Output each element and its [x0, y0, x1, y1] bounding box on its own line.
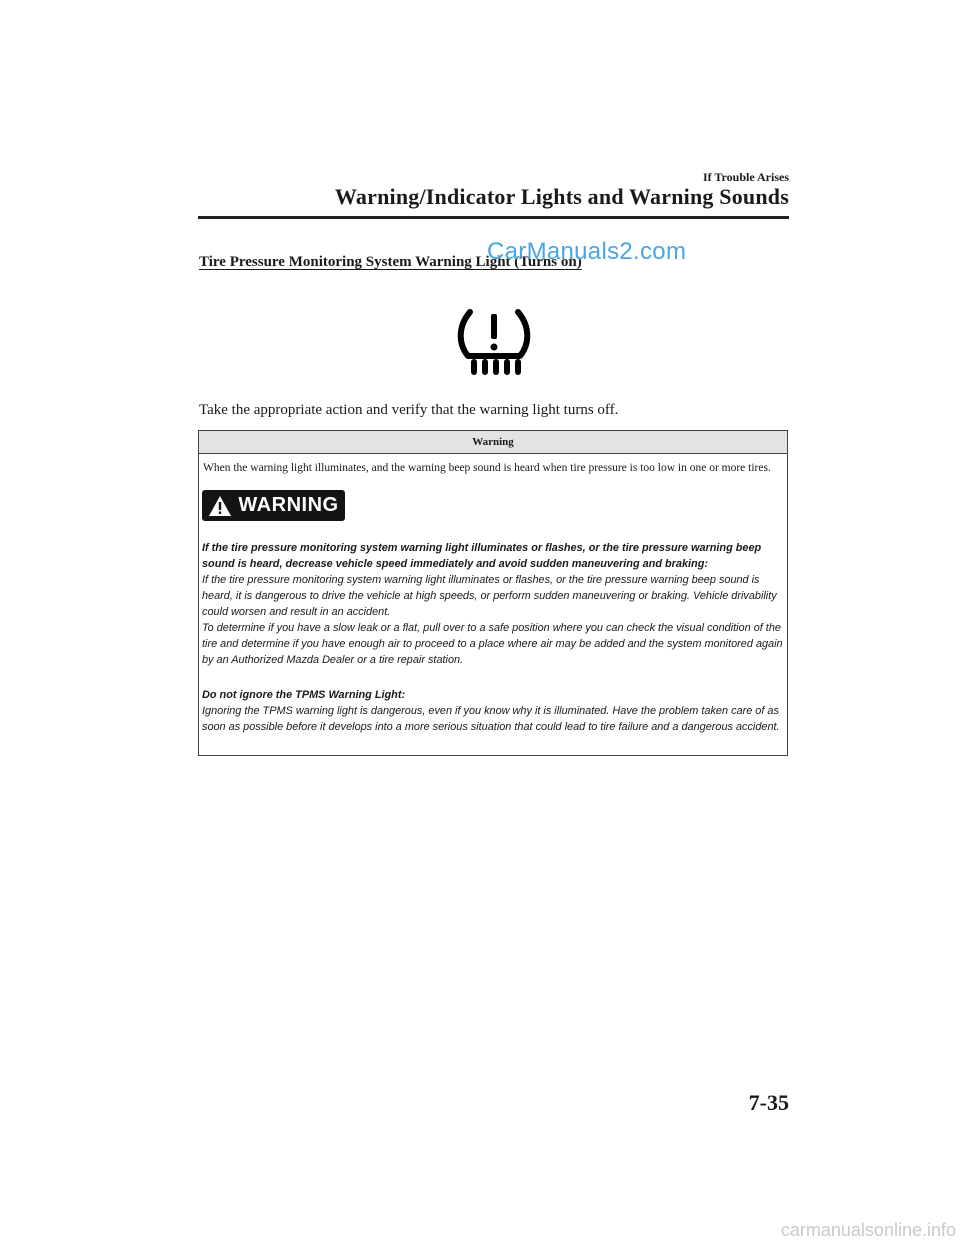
warning-triangle-icon	[208, 495, 232, 517]
intro-text: Take the appropriate action and verify that the warning light turns off.	[199, 402, 619, 418]
tpms-warning-icon	[456, 304, 532, 378]
warning-2-body: Ignoring the TPMS warning light is dangerous, even if you know why it is illuminated. Have the problem taken care of as soon as possible before it develops into a more serious situation that could lead to tire failure and a dangerous accident.	[202, 705, 780, 733]
page-title: Warning/Indicator Lights and Warning Sounds	[334, 184, 789, 209]
page-number: 7-35	[748, 1090, 789, 1115]
section-heading: Tire Pressure Monitoring System Warning Light (Turns on)	[199, 254, 582, 270]
header-divider	[198, 216, 789, 219]
watermark-top: CarManuals2.com	[487, 238, 687, 265]
warning-2-title: Do not ignore the TPMS Warning Light:	[202, 689, 406, 701]
warning-1-title: If the tire pressure monitoring system warning light illuminates or flashes, or the tire pressure warning beep sound is heard, decrease vehicle speed immediately and avoid sudden maneuvering and braking:	[202, 542, 762, 570]
warning-badge-label: WARNING	[238, 494, 339, 516]
table-header: Warning	[199, 431, 787, 454]
warning-table	[198, 430, 788, 756]
warning-1-body-b: To determine if you have a slow leak or a flat, pull over to a safe position where you can check the visual condition of the tire and determine if you have enough air to proceed to a place where air may be added and the system monitored again by an Authorized Mazda Dealer or a tire repair station.	[202, 622, 783, 666]
warning-1-body-a: If the tire pressure monitoring system warning light illuminates or flashes, or the tire pressure warning beep sound is heard, it is dangerous to drive the vehicle at high speeds, or perform sudden maneuvering or braking. Vehicle drivability could worsen and result in an accident.	[202, 574, 777, 618]
warning-badge	[202, 490, 345, 521]
table-description: When the warning light illuminates, and the warning beep sound is heard when tire pressure is too low in one or more tires.	[203, 462, 771, 474]
chapter-kicker: If Trouble Arises	[702, 170, 789, 184]
watermark-bottom: carmanualsonline.info	[780, 1220, 956, 1240]
